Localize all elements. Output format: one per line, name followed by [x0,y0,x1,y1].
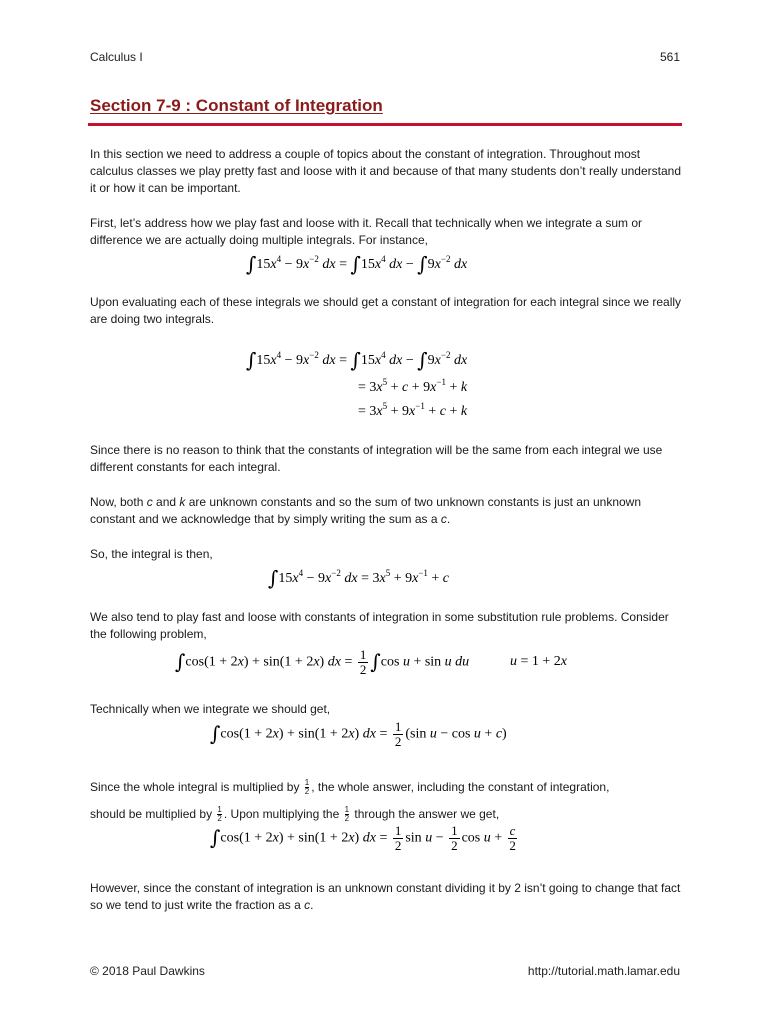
footer-copyright: © 2018 Paul Dawkins [90,964,205,978]
equation-final-result: $\int 15x^4 - 9x^{-2}$ dx = $3x^5 + 9x^{-1} + c$ [268,566,450,590]
paragraph-integral-then: So, the integral is then, [90,547,213,561]
paragraph-multiply-half: Since the whole integral is multiplied by $\frac{1}{2}$ , the whole answer, including the constant of integration, should be multiplied by $\frac{1}{2}$ . Upon multiplying the $\frac{1}{2}$ through the answer we get, [90,778,610,824]
page-number: 561 [659,50,680,64]
equation-technical-result: ∫cos(1 + 2x) + sin(1 + 2x) dx = $\frac{1}{2}$ (sin u − cos u + c) [210,719,507,749]
paragraph-different-constants: Since there is no reason to think that the constants of integration will be the same from each integral we use different constants for each integral. [90,443,663,474]
paragraph-technically: Technically when we integrate we should get, [90,702,331,716]
equation-substitution-problem: ∫cos(1 + 2x) + sin(1 + 2x) dx = $\frac{1}{2}$ ∫cos u + sin u du [175,647,470,677]
inline-fraction-half: $\frac{1}{2}$ [344,805,350,824]
equation-substitution-u: u = 1 + 2x [510,654,568,669]
paragraph-intro: In this section we need to address a couple of topics about the constant of integration. Throughout most calculus classes we play pretty fast and loose with it and because of that many students don’t really understand it or how it can be important. [90,147,681,195]
inline-fraction-half: $\frac{1}{2}$ [217,805,222,824]
running-header-title: Calculus I [90,50,143,64]
paragraph-two-integrals: Upon evaluating each of these integrals we should get a constant of integration for each integral since we really are doing two integrals. [90,295,682,326]
equation-sum-split: $\int 15x^4 - 9x^{-2}$ dx = $\int 15x^4$ dx − $\int 9x^{-2}$ dx [246,252,468,276]
title-rule [88,123,682,126]
inline-fraction-half: $\frac{1}{2}$ [304,778,310,797]
section-title: Section 7-9 : Constant of Integration [90,96,383,115]
paragraph-unknown-constants: Now, both c and k are unknown constants and so the sum of two unknown constants is just an unknown constant and we acknowledge that by simply writing the sum as a c. [90,495,642,526]
equation-evaluated-line3: = $3x^5 + 9x^{-1} + c + k$ [358,401,468,419]
footer-url: http://tutorial.math.lamar.edu [527,964,680,978]
paragraph-fast-loose: First, let’s address how we play fast and loose with it. Recall that technically when we integrate a sum or difference we are actually doing multiple integrals. For instance, [90,216,643,247]
paragraph-conclusion: However, since the constant of integration is an unknown constant dividing it by 2 isn’t going to change that fact so we tend to just write the fraction as a c. [90,881,681,912]
equation-evaluated-line2: = $3x^5 + c + 9x^{-1} + k$ [358,377,468,395]
equation-evaluated-line1: $\int 15x^4 - 9x^{-2}$ dx = $\int 15x^4$ dx − $\int 9x^{-2}$ dx [246,348,468,372]
paragraph-substitution: We also tend to play fast and loose with constants of integration in some substitution rule problems. Consider the following problem, [90,610,669,641]
equation-multiplied-through: ∫cos(1 + 2x) + sin(1 + 2x) dx = $\frac{1}{2}$ sin u − $\frac{1}{2}$ cos u + $\frac{c}{2}$ [210,823,516,853]
